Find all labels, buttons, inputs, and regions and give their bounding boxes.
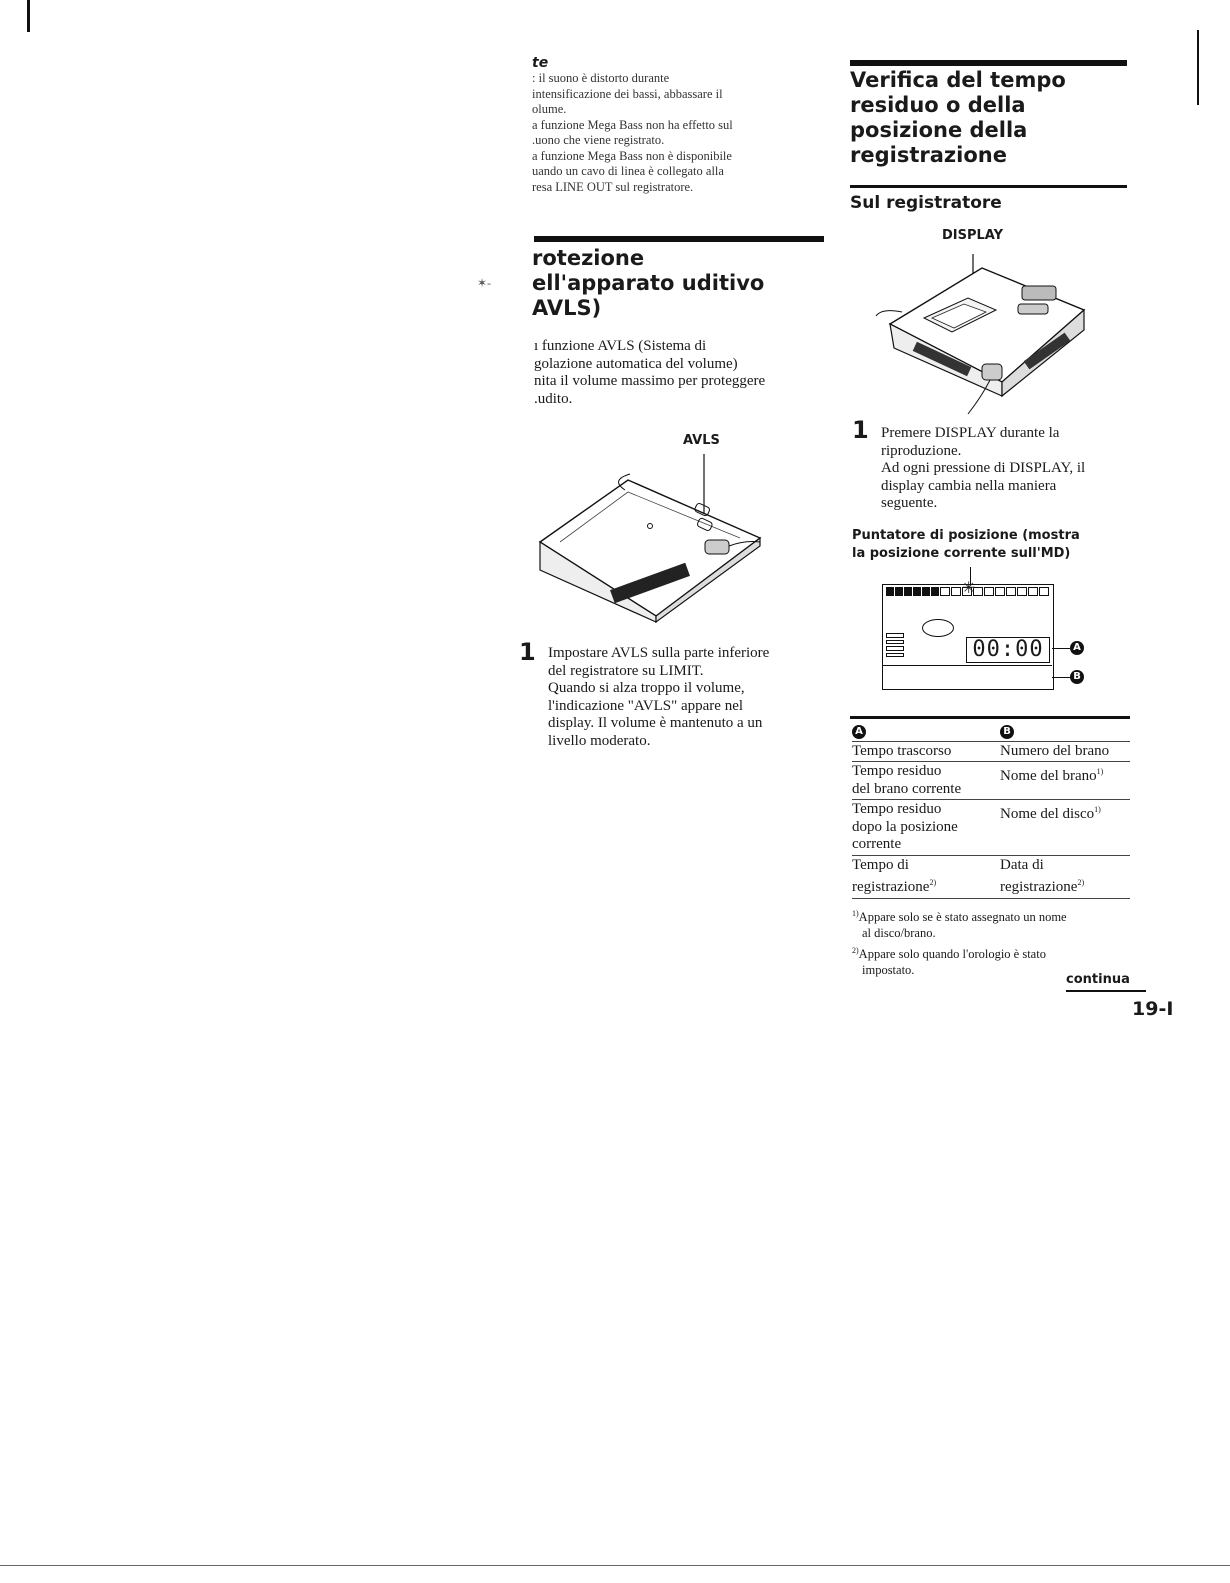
position-pointer-icon: ✳ [962, 580, 976, 597]
section-title-avls [532, 246, 832, 321]
table-row [852, 762, 1130, 800]
footnote-line: Appare solo se è stato assegnato un nome [858, 910, 1067, 925]
callout-a-leader [1052, 648, 1070, 649]
note-line: a funzione Mega Bass non ha effetto sul [532, 117, 733, 132]
cell-a: registrazione [852, 879, 930, 895]
avls-device-illustration [530, 450, 770, 625]
note-line: intensificazione dei bassi, abbassare il [532, 86, 723, 101]
section-title-line: posizione della [850, 118, 1028, 142]
position-pointer-label [852, 527, 1080, 563]
footnote-ref: 1) [1094, 805, 1101, 814]
step-line: livello moderato. [548, 732, 651, 749]
step-line: display. Il volume è mantenuto a un [548, 715, 763, 731]
disc-icon [922, 619, 954, 637]
display-step-text [881, 425, 1121, 513]
cell-b: Nome del brano [1000, 768, 1097, 784]
cell-a: Tempo residuo [852, 763, 942, 779]
display-figure-label: DISPLAY [942, 228, 1004, 243]
step-line: Ad ogni pressione di DISPLAY, il [881, 460, 1086, 476]
footnote-line: impostato. [862, 963, 915, 978]
section-title-line: rotezione [532, 246, 645, 270]
footnote-ref: 2) [929, 878, 937, 887]
cell-a: dopo la posizione [852, 818, 958, 835]
section-title-line: Verifica del tempo [850, 68, 1066, 92]
subheading-on-recorder: Sul registratore [850, 193, 1002, 213]
section-title-line: residuo o della [850, 93, 1026, 117]
avls-intro [534, 338, 824, 408]
avls-figure-label: AVLS [683, 433, 720, 448]
pointer-label-line: Puntatore di posizione (mostra [852, 528, 1080, 543]
step-line: seguente. [881, 495, 938, 511]
step-line: Premere DISPLAY durante la [881, 425, 1060, 441]
table-row [852, 800, 1130, 856]
intro-line: golazione automatica del volume) [534, 355, 738, 372]
cell-a: Tempo residuo [852, 801, 942, 817]
cell-a: Tempo di [852, 856, 909, 873]
footnotes [852, 906, 1132, 978]
table-header-row [852, 721, 1130, 741]
step-line: del registratore su LIMIT. [548, 662, 704, 679]
note-line: resa LINE OUT sul registratore. [532, 179, 694, 194]
continued-label: continua [1066, 972, 1130, 987]
binding-mark-icon: ✶- [477, 276, 492, 290]
subsection-rule [850, 185, 1127, 188]
lcd-text-area [882, 665, 1052, 666]
step-line: display cambia nella maniera [881, 477, 1057, 494]
step-line: l'indicazione "AVLS" appare nel [548, 697, 744, 714]
footnote-ref: 2) [1077, 878, 1085, 887]
display-device-illustration [872, 246, 1092, 418]
pointer-label-line: la posizione corrente sull'MD) [852, 546, 1071, 561]
lcd-time-readout: 00:00 [966, 637, 1050, 663]
table-top-rule [850, 716, 1130, 719]
footnote-ref: 1) [1096, 767, 1104, 776]
footnote-line: al disco/brano. [862, 926, 936, 941]
right-margin-rule [1197, 30, 1199, 105]
left-margin-rule [27, 0, 30, 32]
page-number: 19-I [1132, 998, 1174, 1020]
cell-a: del brano corrente [852, 780, 962, 797]
column-a-badge: A [852, 725, 866, 739]
note-text [532, 71, 802, 195]
step-number-avls: 1 [519, 638, 536, 666]
intro-line: nita il volume massimo per proteggere [534, 373, 766, 389]
step-number-display: 1 [852, 416, 869, 444]
table-row [852, 855, 1130, 898]
lcd-display-illustration [882, 567, 1092, 692]
column-b-badge: B [1000, 725, 1014, 739]
cell-b: Nome del disco [1000, 806, 1095, 822]
cell-a: corrente [852, 836, 902, 852]
note-line: : il suono è distorto durante [532, 71, 670, 85]
note-line: a funzione Mega Bass non è disponibile [532, 148, 732, 163]
footnote-mark: 2) [852, 946, 859, 956]
note-line: olume. [532, 102, 567, 116]
section-title-display [850, 68, 1140, 168]
note-line: uando un cavo di linea è collegato alla [532, 164, 724, 178]
avls-step-text [548, 645, 818, 750]
note-block [532, 55, 802, 195]
display-mode-table [852, 721, 1130, 899]
section-title-line: registrazione [850, 143, 1007, 167]
note-heading: te [532, 55, 549, 71]
cell-b: Data di [1000, 856, 1044, 873]
footnote-mark: 1) [852, 909, 859, 918]
footnote-line: Appare solo quando l'orologio è stato [858, 947, 1046, 962]
intro-line: ı funzione AVLS (Sistema di [534, 338, 707, 354]
section-title-line: ell'apparato uditivo [532, 271, 765, 295]
step-line: riproduzione. [881, 442, 962, 459]
battery-level-icon [886, 633, 904, 657]
footnote [852, 906, 1132, 941]
cell-b: Numero del brano [1000, 742, 1110, 759]
section-rule-avls [534, 236, 824, 242]
bottom-page-rule [0, 1565, 1230, 1566]
section-title-line: AVLS) [532, 296, 602, 320]
section-rule-display [850, 60, 1127, 66]
step-line: Quando si alza troppo il volume, [548, 680, 745, 696]
step-line: Impostare AVLS sulla parte inferiore [548, 645, 770, 661]
note-line: .uono che viene registrato. [532, 133, 665, 147]
cell-b: registrazione [1000, 879, 1078, 895]
callout-a-badge: A [1070, 641, 1084, 655]
intro-line: .udito. [534, 390, 573, 407]
callout-b-leader [1052, 677, 1070, 678]
cell-a: Tempo trascorso [852, 742, 952, 759]
continued-rule [1066, 990, 1146, 992]
callout-b-badge: B [1070, 670, 1084, 684]
table-row [852, 741, 1130, 762]
